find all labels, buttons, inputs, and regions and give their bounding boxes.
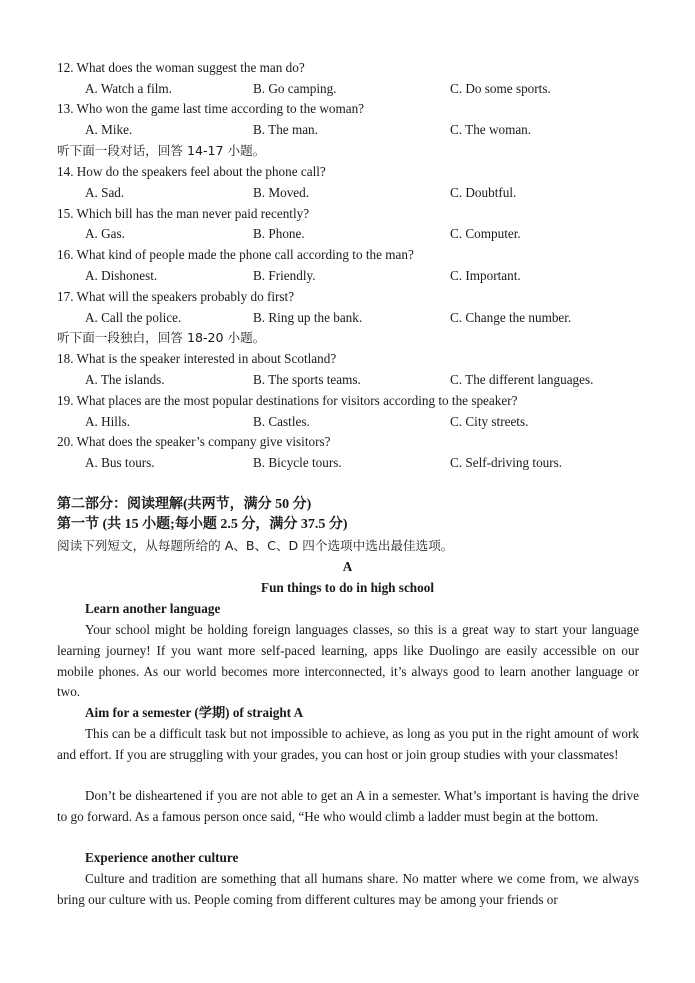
question-17: 17. What will the speakers probably do first? [57, 289, 295, 304]
question-14: 14. How do the speakers feel about the phone call? [57, 164, 326, 179]
option-b: B. Friendly. [253, 268, 316, 283]
question-16: 16. What kind of people made the phone call according to the man? [57, 247, 414, 262]
question-18: 18. What is the speaker interested in about Scotland? [57, 351, 337, 366]
question-20: 20. What does the speaker’s company give visitors? [57, 434, 331, 449]
option-b: B. Ring up the bank. [253, 310, 363, 325]
heading-straight-a: Aim for a semester (学期) of straight A [85, 705, 304, 720]
option-c: C. Important. [450, 268, 521, 283]
instruction-monologue: 听下面一段独白，回答 18-20 小题。 [57, 330, 266, 345]
option-b: B. The sports teams. [253, 372, 361, 387]
option-a: A. Gas. [85, 226, 125, 241]
option-b: B. Castles. [253, 414, 310, 429]
option-b: B. Go camping. [253, 81, 337, 96]
option-c: C. The woman. [450, 122, 532, 137]
reading-directions: 阅读下列短文，从每题所给的 A、B、C、D 四个选项中选出最佳选项。 [57, 538, 454, 553]
passage-letter: A [342, 559, 353, 574]
option-a: A. Call the police. [85, 310, 182, 325]
option-c: C. The different languages. [450, 372, 594, 387]
heading-culture: Experience another culture [85, 850, 239, 865]
question-12: 12. What does the woman suggest the man do? [57, 60, 305, 75]
option-b: B. Moved. [253, 185, 310, 200]
option-a: A. Sad. [85, 185, 125, 200]
paragraph-culture: Culture and tradition are something that all humans share. No matter where we come from, we always bring our culture with us. People coming from different cultures may be among your friends or [57, 871, 639, 907]
heading-language: Learn another language [85, 601, 221, 616]
option-c: C. Do some sports. [450, 81, 551, 96]
option-b: B. The man. [253, 122, 318, 137]
option-c: C. City streets. [450, 414, 529, 429]
option-a: A. Watch a film. [85, 81, 172, 96]
option-a: A. The islands. [85, 372, 165, 387]
paragraph-disheartened: Don’t be disheartened if you are not able to get an A in a semester. What’s important is having the drive to go forward. As a famous person once said, “He who would climb a ladder must begin at the bottom. [57, 788, 639, 824]
option-c: C. Doubtful. [450, 185, 517, 200]
instruction-dialog: 听下面一段对话，回答 14-17 小题。 [57, 143, 266, 158]
paragraph-straight-a: This can be a difficult task but not impossible to achieve, as long as you put in the right amount of work and effort. If you are struggling with your grades, you can host or join group studies with your classmates! [57, 726, 639, 762]
option-c: C. Change the number. [450, 310, 572, 325]
passage-title: Fun things to do in high school [261, 580, 434, 595]
option-a: A. Dishonest. [85, 268, 158, 283]
option-b: B. Phone. [253, 226, 305, 241]
section1-title: 第一节 (共 15 小题;每小题 2.5 分，满分 37.5 分) [57, 517, 348, 532]
option-a: A. Hills. [85, 414, 131, 429]
question-13: 13. Who won the game last time according to the woman? [57, 101, 365, 116]
paragraph-language: Your school might be holding foreign languages classes, so this is a great way to start your language learning journey! If you want more self-paced learning, apps like Duolingo are easily accessible on our mobile phones. As our world becomes more interconnected, it’s always good to learn another language or two. [57, 622, 639, 700]
option-a: A. Bus tours. [85, 455, 155, 470]
question-15: 15. Which bill has the man never paid recently? [57, 206, 310, 221]
option-b: B. Bicycle tours. [253, 455, 342, 470]
option-c: C. Self-driving tours. [450, 455, 563, 470]
part2-title: 第二部分：阅读理解(共两节，满分 50 分) [57, 497, 312, 512]
option-a: A. Mike. [85, 122, 133, 137]
option-c: C. Computer. [450, 226, 521, 241]
question-19: 19. What places are the most popular destinations for visitors according to the speaker? [57, 393, 518, 408]
